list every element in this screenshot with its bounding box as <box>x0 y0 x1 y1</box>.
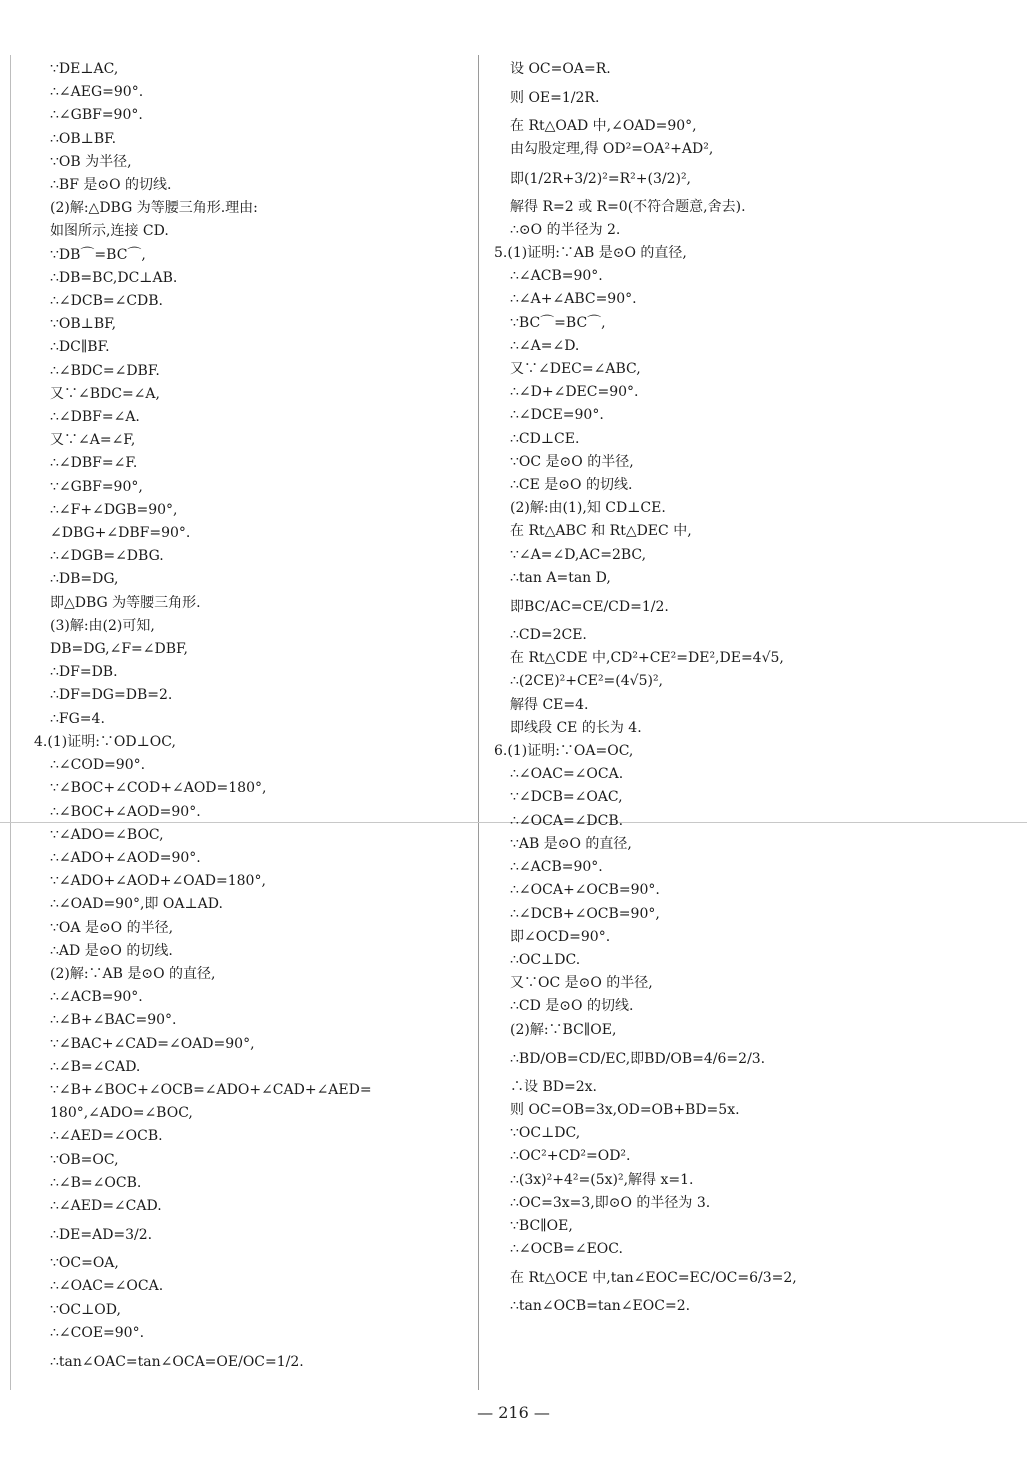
solution-line: ∴CD⊥CE. <box>510 430 580 447</box>
solution-line: ∴∠D+∠DEC=90°. <box>510 384 639 401</box>
solution-line: ∴DE=AD=3/2. <box>50 1227 153 1244</box>
column-divider <box>478 55 479 1390</box>
solution-line: (2)解:∵BC∥OE, <box>510 1021 617 1038</box>
solution-line: ∵OB=OC, <box>50 1151 119 1168</box>
solution-line: ∴OC=3x=3,即⊙O 的半径为 3. <box>510 1194 711 1211</box>
solution-line: DB=DG,∠F=∠DBF, <box>50 641 189 658</box>
solution-line: ∴∠DCB+∠OCB=90°, <box>510 905 660 922</box>
solution-line: ∴设 BD=2x. <box>510 1078 597 1095</box>
solution-line: 在 Rt△OCE 中,tan∠EOC=EC/OC=6/3=2, <box>510 1270 797 1287</box>
solution-line: ∴∠OCA+∠OCB=90°. <box>510 882 660 899</box>
solution-line: ∴∠OAD=90°,即 OA⊥AD. <box>50 896 223 913</box>
solution-line: 解得 CE=4. <box>510 696 589 713</box>
solution-line: 又∵∠DEC=∠ABC, <box>510 361 641 378</box>
solution-line: ∵DB⌒=BC⌒, <box>50 246 146 263</box>
solution-line: ∴OC²+CD²=OD². <box>510 1148 631 1165</box>
solution-line: ∴∠DGB=∠DBG. <box>50 548 164 565</box>
solution-line: 如图所示,连接 CD. <box>50 223 169 240</box>
page-number: — 216 — <box>477 1403 550 1422</box>
solution-line: ∴CD 是⊙O 的切线. <box>510 998 634 1015</box>
solution-line: ∵∠BAC+∠CAD=∠OAD=90°, <box>50 1035 255 1052</box>
solution-line: ∴∠A=∠D. <box>510 337 580 354</box>
solution-line: ∴∠OCA=∠DCB. <box>510 812 624 829</box>
solution-line: 即(1/2R+3/2)²=R²+(3/2)², <box>510 170 692 187</box>
solution-line: ∵∠ADO=∠BOC, <box>50 826 164 843</box>
solution-line: ∠DBG+∠DBF=90°. <box>50 525 191 542</box>
solution-line: ∴∠B=∠OCB. <box>50 1174 142 1191</box>
solution-line: 即线段 CE 的长为 4. <box>510 719 642 736</box>
solution-line: 又∵∠A=∠F, <box>50 432 136 449</box>
solution-line: ∴∠BOC+∠AOD=90°. <box>50 803 201 820</box>
solution-line: ∴OC⊥DC. <box>510 951 581 968</box>
solution-line: 则 OC=OB=3x,OD=OB+BD=5x. <box>510 1101 740 1118</box>
solution-line: ∴∠DCE=90°. <box>510 407 604 424</box>
solution-line: ∴CD=2CE. <box>510 627 587 644</box>
solution-line: ∵OC⊥OD, <box>50 1301 121 1318</box>
solution-line: ∴tan A=tan D, <box>510 569 611 586</box>
solution-line: ∵∠BOC+∠COD+∠AOD=180°, <box>50 780 267 797</box>
solution-line: 6.(1)证明:∵OA=OC, <box>494 743 634 760</box>
solution-line: ∵OB 为半径, <box>50 153 132 170</box>
solution-line: ∴AD 是⊙O 的切线. <box>50 942 173 959</box>
solution-line: 在 Rt△ABC 和 Rt△DEC 中, <box>510 523 692 540</box>
solution-line: ∴∠OAC=∠OCA. <box>50 1278 164 1295</box>
solution-line: ∴∠DCB=∠CDB. <box>50 293 163 310</box>
solution-line: 即BC/AC=CE/CD=1/2. <box>510 599 669 616</box>
solution-line: ∴∠AEG=90°. <box>50 84 144 101</box>
solution-line: 解得 R=2 或 R=0(不符合题意,舍去). <box>510 198 746 215</box>
solution-line: ∵OB⊥BF, <box>50 316 117 333</box>
solution-line: ∴∠OAC=∠OCA. <box>510 766 624 783</box>
solution-line: ∴∠F+∠DGB=90°, <box>50 501 178 518</box>
solution-line: 4.(1)证明:∵OD⊥OC, <box>34 733 176 750</box>
solution-line: ∵∠DCB=∠OAC, <box>510 789 623 806</box>
solution-line: ∴∠B=∠CAD. <box>50 1058 141 1075</box>
solution-line: 在 Rt△CDE 中,CD²+CE²=DE²,DE=4√5, <box>510 650 784 667</box>
solution-line: ∴∠COD=90°. <box>50 757 146 774</box>
solution-line: 在 Rt△OAD 中,∠OAD=90°, <box>510 118 697 135</box>
solution-line: 又∵∠BDC=∠A, <box>50 385 160 402</box>
solution-line: ∴FG=4. <box>50 710 105 727</box>
solution-line: ∴∠DBF=∠F. <box>50 455 138 472</box>
solution-line: ∴tan∠OAC=tan∠OCA=OE/OC=1/2. <box>50 1353 304 1370</box>
solution-line: 又∵OC 是⊙O 的半径, <box>510 975 653 992</box>
solution-line: ∴OB⊥BF. <box>50 130 117 147</box>
solution-line: ∵DE⊥AC, <box>50 61 119 77</box>
solution-line: ∴∠OCB=∠EOC. <box>510 1241 623 1258</box>
solution-line: ∴DF=DG=DB=2. <box>50 687 173 704</box>
solution-line: (2)解:由(1),知 CD⊥CE. <box>510 500 666 517</box>
solution-line: ∴∠ACB=90°. <box>50 989 143 1006</box>
solution-line: ∴DB=DG, <box>50 571 119 588</box>
solution-line: ∴∠COE=90°. <box>50 1324 145 1341</box>
solution-line: ∴∠ACB=90°. <box>510 859 603 876</box>
solution-line: ∴∠DBF=∠A. <box>50 409 140 426</box>
solution-line: ∴CE 是⊙O 的切线. <box>510 477 633 494</box>
solution-line: ∴∠AED=∠OCB. <box>50 1128 163 1145</box>
left-margin-rule <box>10 55 11 1390</box>
solution-line: ∴tan∠OCB=tan∠EOC=2. <box>510 1298 691 1315</box>
solution-line: 由勾股定理,得 OD²=OA²+AD², <box>510 141 714 158</box>
solution-line: ∴(3x)²+4²=(5x)²,解得 x=1. <box>510 1171 694 1188</box>
solution-line: ∴BF 是⊙O 的切线. <box>50 177 172 194</box>
solution-line: ∵OC⊥DC, <box>510 1125 581 1142</box>
solution-line: 则 OE=1/2R. <box>510 90 600 107</box>
solution-line: ∵BC∥OE, <box>510 1217 573 1234</box>
solution-line: ∵∠A=∠D,AC=2BC, <box>510 546 647 563</box>
solution-line: ∴DC∥BF. <box>50 339 110 356</box>
solution-line: 5.(1)证明:∵AB 是⊙O 的直径, <box>494 245 687 262</box>
solution-line: 180°,∠ADO=∠BOC, <box>50 1105 193 1122</box>
solution-line: 设 OC=OA=R. <box>510 61 611 77</box>
solution-line: ∵BC⌒=BC⌒, <box>510 314 606 331</box>
solution-line: ∴⊙O 的半径为 2. <box>510 221 621 238</box>
solution-line: (2)解:△DBG 为等腰三角形.理由: <box>50 200 258 217</box>
solution-line: ∴∠B+∠BAC=90°. <box>50 1012 177 1029</box>
solution-line: ∴∠GBF=90°. <box>50 107 143 124</box>
solution-line: ∵OC 是⊙O 的半径, <box>510 453 634 470</box>
right-column <box>494 58 980 1319</box>
solution-line: ∴∠ADO+∠AOD=90°. <box>50 849 201 866</box>
solution-line: ∵∠B+∠BOC+∠OCB=∠ADO+∠CAD+∠AED= <box>50 1081 372 1098</box>
solution-line: ∴∠AED=∠CAD. <box>50 1197 162 1214</box>
solution-line: (3)解:由(2)可知, <box>50 617 155 634</box>
solution-line: ∴∠BDC=∠DBF. <box>50 362 160 379</box>
solution-line: (2)解:∵AB 是⊙O 的直径, <box>50 965 216 982</box>
solution-line: ∵OC=OA, <box>50 1255 119 1272</box>
solution-line: ∴∠A+∠ABC=90°. <box>510 291 637 308</box>
left-column <box>34 58 470 1379</box>
solution-line: ∴BD/OB=CD/EC,即BD/OB=4/6=2/3. <box>510 1050 766 1067</box>
solution-line: ∴DB=BC,DC⊥AB. <box>50 269 178 286</box>
solution-line: ∴DF=DB. <box>50 664 118 681</box>
solution-line: ∵∠GBF=90°, <box>50 478 143 495</box>
solution-line: 即∠OCD=90°. <box>510 928 611 945</box>
solution-line: ∵AB 是⊙O 的直径, <box>510 835 632 852</box>
solution-line: ∴∠ACB=90°. <box>510 268 603 285</box>
solution-line: ∴(2CE)²+CE²=(4√5)², <box>510 673 664 690</box>
solution-line: ∵∠ADO+∠AOD+∠OAD=180°, <box>50 873 266 890</box>
solution-line: ∵OA 是⊙O 的半径, <box>50 919 174 936</box>
solution-line: 即△DBG 为等腰三角形. <box>50 594 201 611</box>
